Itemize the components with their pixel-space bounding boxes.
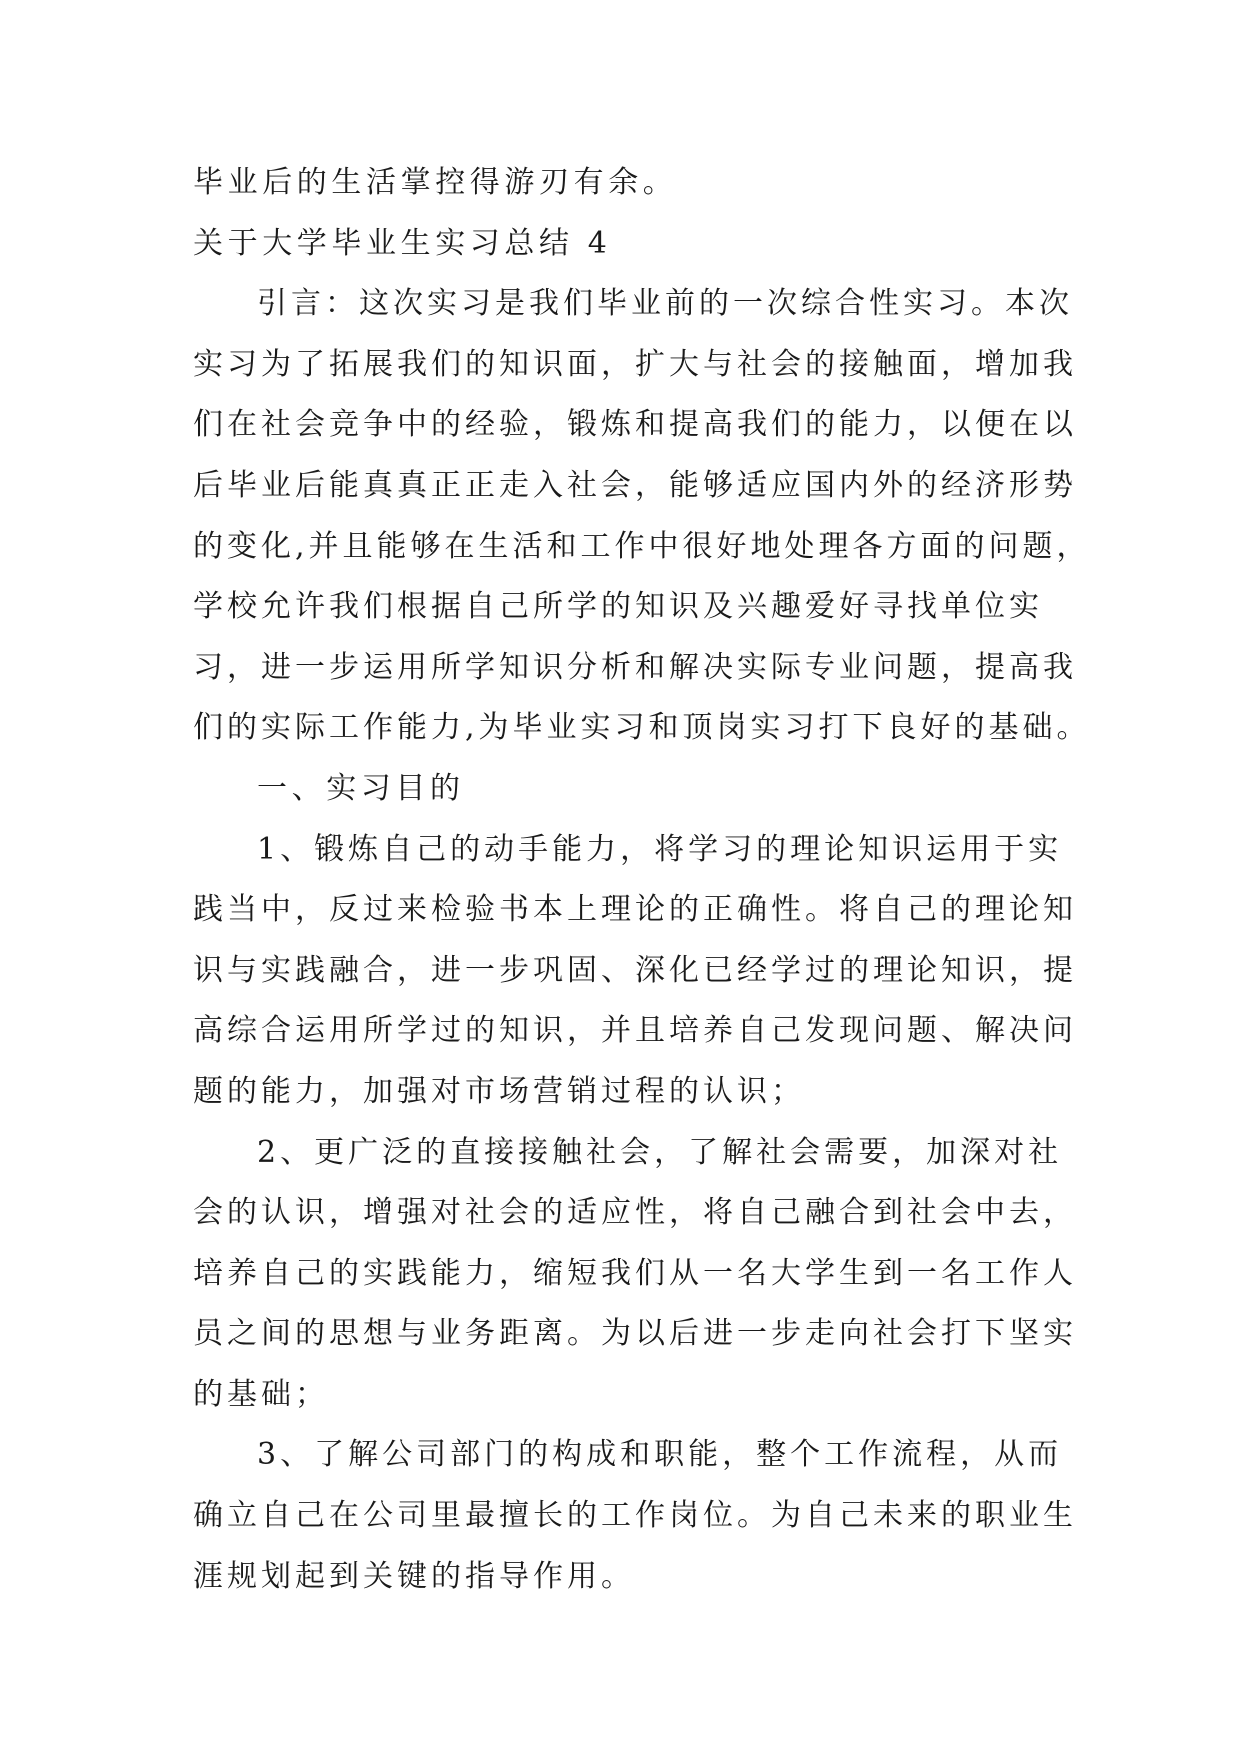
subsection-heading: 一、实习目的	[257, 770, 465, 806]
text-line: 2、更广泛的直接接触社会，了解社会需要，加深对社	[257, 1134, 1063, 1170]
section-heading: 关于大学毕业生实习总结 4	[193, 225, 612, 261]
text-line: 后毕业后能真真正正走入社会，能够适应国内外的经济形势	[193, 467, 1077, 503]
text-line: 践当中，反过来检验书本上理论的正确性。将自己的理论知	[193, 892, 1077, 928]
text-line: 毕业后的生活掌控得游刃有余。	[193, 165, 678, 200]
text-line: 学校允许我们根据自己所学的知识及兴趣爱好寻找单位实	[193, 589, 1043, 625]
text-line: 题的能力，加强对市场营销过程的认识；	[193, 1073, 805, 1109]
text-line: 们在社会竞争中的经验，锻炼和提高我们的能力，以便在以	[193, 407, 1077, 443]
text-line: 培养自己的实践能力，缩短我们从一名大学生到一名工作人	[193, 1255, 1077, 1291]
text-line: 们的实际工作能力,为毕业实习和顶岗实习打下良好的基础。	[193, 710, 1091, 746]
text-line: 的变化,并且能够在生活和工作中很好地处理各方面的问题，	[193, 528, 1091, 564]
text-line: 1、锻炼自己的动手能力，将学习的理论知识运用于实	[257, 831, 1063, 867]
text-line: 引言：这次实习是我们毕业前的一次综合性实习。本次	[257, 286, 1073, 322]
document-body	[193, 153, 1091, 1607]
text-line: 员之间的思想与业务距离。为以后进一步走向社会打下坚实	[193, 1316, 1077, 1352]
text-line: 的基础；	[193, 1376, 329, 1412]
text-line: 涯规划起到关键的指导作用。	[193, 1558, 635, 1594]
text-line: 识与实践融合，进一步巩固、深化已经学过的理论知识，提	[193, 952, 1077, 988]
text-line: 高综合运用所学过的知识，并且培养自己发现问题、解决问	[193, 1013, 1077, 1049]
text-line: 会的认识，增强对社会的适应性，将自己融合到社会中去，	[193, 1195, 1077, 1231]
text-line: 确立自己在公司里最擅长的工作岗位。为自己未来的职业生	[193, 1498, 1077, 1534]
text-line: 实习为了拓展我们的知识面，扩大与社会的接触面，增加我	[193, 346, 1077, 382]
text-line: 习，进一步运用所学知识分析和解决实际专业问题，提高我	[193, 649, 1077, 685]
text-line: 3、了解公司部门的构成和职能，整个工作流程，从而	[257, 1437, 1063, 1473]
